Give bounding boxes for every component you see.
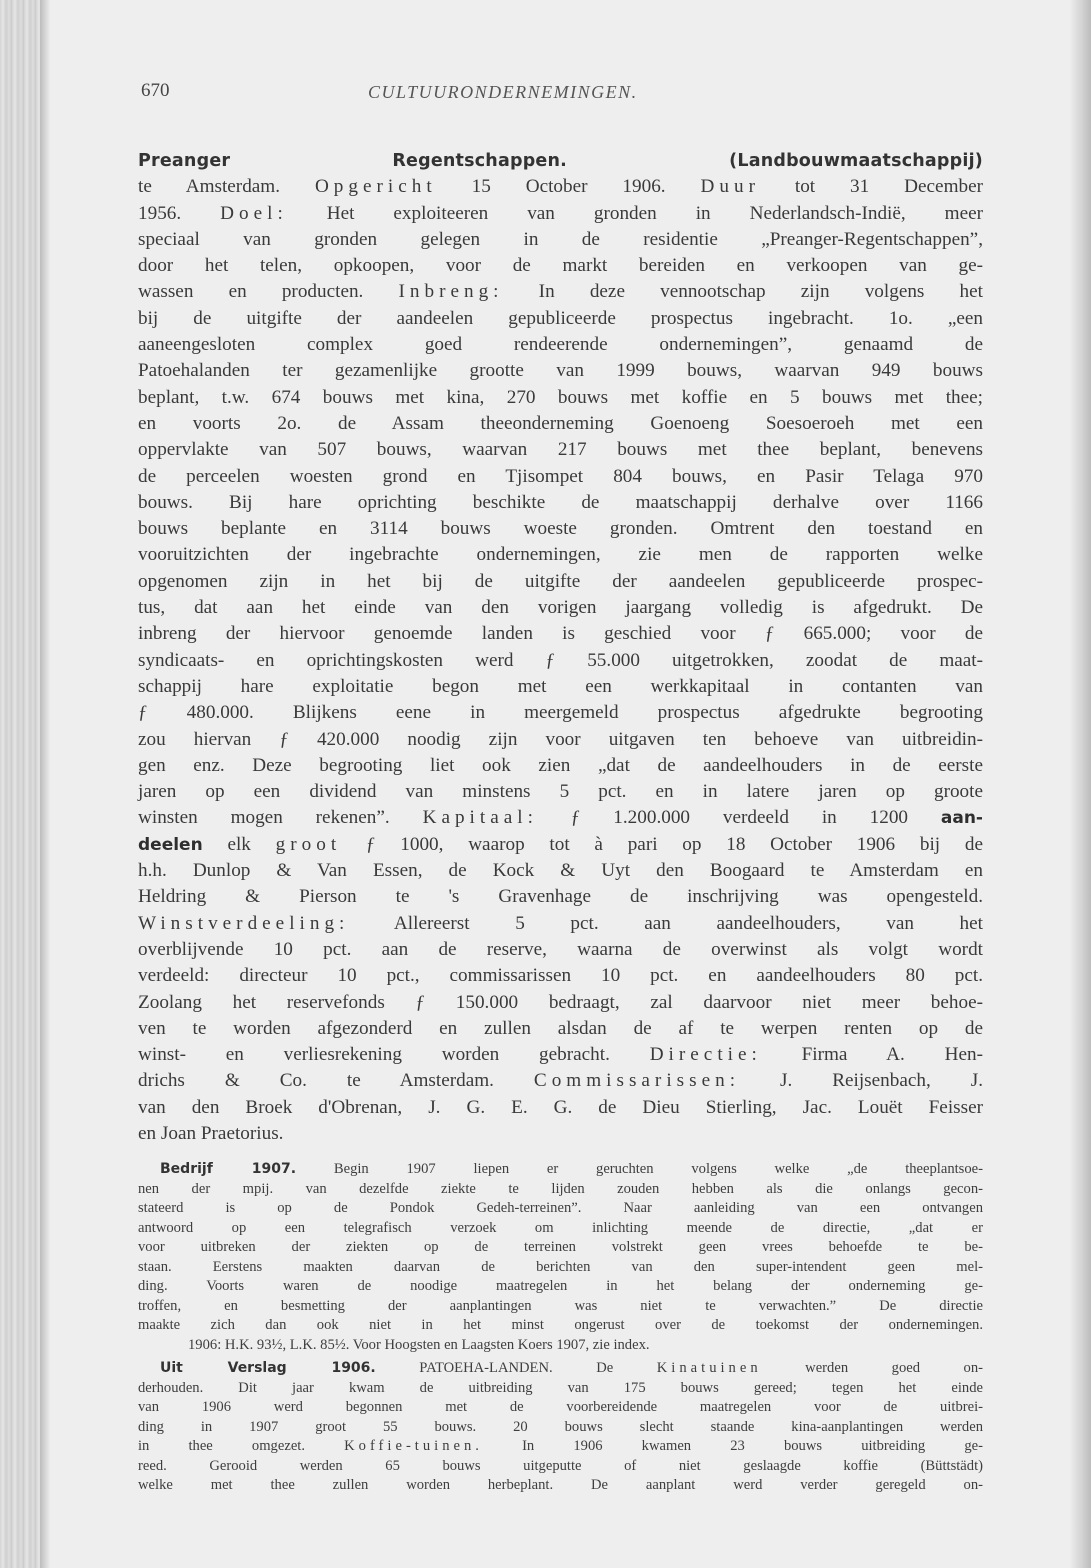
text-run: staan. Eerstens maakten daarvan de berichten van den super-intendent geen mel- xyxy=(138,1258,983,1275)
spaced-keyword: groot xyxy=(275,833,342,855)
spaced-keyword: Kinatuinen xyxy=(656,1360,762,1377)
text-run: jaren op een dividend van minstens 5 pct. en in latere jaren op groote xyxy=(138,781,983,803)
text-run: Allereerst 5 pct. aan aandeelhouders, van het xyxy=(349,912,983,934)
text-run: speciaal van gronden gelegen in de residentie „Preanger-Regentschappen”, xyxy=(138,228,983,250)
text-run: schappij hare exploitatie begon met een werkkapitaal in contanten van xyxy=(138,675,983,697)
text-line xyxy=(138,832,983,858)
text-line xyxy=(138,437,983,463)
bedrijf-1907-body xyxy=(138,1160,983,1336)
text-line xyxy=(138,411,983,437)
text-line xyxy=(138,1258,983,1278)
text-run: troffen, en besmetting der aanplantingen was niet te verwachten.” De directie xyxy=(138,1297,983,1314)
text-run: ding in 1907 groot 55 bouws. 20 bouws slecht staande kina-aanplantingen werden xyxy=(138,1418,983,1435)
page-edge-shadow xyxy=(1069,0,1091,1568)
text-run: door het telen, opkoopen, voor de markt bereiden en verkoopen van ge- xyxy=(138,255,983,277)
text-line xyxy=(138,279,983,305)
koers-line: 1906: H.K. 93½, L.K. 85½. Voor Hoogsten en Laagsten Koers 1907, zie index. xyxy=(188,1336,650,1353)
text-run: h.h. Dunlop & Van Essen, de Kock & Uyt den Boogaard te Amsterdam en xyxy=(138,860,983,882)
text-run: voor uitbreken der ziekten op de terreinen volstrekt geen vrees behoefde te be- xyxy=(138,1239,983,1256)
book-page xyxy=(138,74,983,1496)
text-run: vooruitzichten der ingebrachte ondernemingen, zie men de rapporten welke xyxy=(138,544,983,566)
text-run: J. Reijsenbach, J. xyxy=(740,1070,984,1092)
spaced-keyword: Koffie-tuinen. xyxy=(344,1438,483,1455)
text-line xyxy=(138,753,983,779)
text-run: in thee omgezet. xyxy=(138,1438,345,1455)
spaced-keyword: Winstverdeeling: xyxy=(138,912,350,934)
text-line xyxy=(138,884,983,910)
text-line xyxy=(138,1016,983,1042)
text-run: overblijvende 10 pct. aan de reserve, waarna de overwinst als volgt wordt xyxy=(138,938,983,960)
page-number: 670 xyxy=(141,80,170,101)
text-line xyxy=(138,1398,983,1418)
spaced-keyword: Doel: xyxy=(220,202,288,224)
text-run: ƒ 480.000. Blijkens eene in meergemeld prospectus afgedrukte begrooting xyxy=(138,702,983,724)
text-line xyxy=(138,937,983,963)
verslag-1906-section xyxy=(138,1359,983,1496)
text-line xyxy=(138,595,983,621)
text-run: PATOEHA-LANDEN. De xyxy=(375,1360,657,1377)
text-run: beplant, t.w. 674 bouws met kina, 270 bouws met koffie en 5 bouws met thee; xyxy=(138,386,983,408)
text-run: aaneengesloten complex goed rendeerende ondernemingen”, genaamd de xyxy=(138,334,983,356)
spaced-keyword: Kapitaal: xyxy=(422,807,538,829)
text-run: te Amsterdam. xyxy=(138,176,315,198)
text-run: ƒ 1000, waarop tot à pari op 18 October 1906 bij de xyxy=(341,833,983,855)
text-run: opgenomen zijn in het bij de uitgifte der aandeelen gepubliceerde prospec- xyxy=(138,570,983,592)
text-line xyxy=(138,1297,983,1317)
text-line xyxy=(138,1316,983,1336)
text-run: antwoord op een telegrafisch verzoek om inlichting meende de directie, „dat er xyxy=(138,1219,983,1236)
text-line xyxy=(138,1437,983,1457)
text-line xyxy=(138,1180,983,1200)
text-line xyxy=(138,1476,983,1496)
text-line xyxy=(138,306,983,332)
text-run: bouws. Bij hare oprichting beschikte de maatschappij derhalve over 1166 xyxy=(138,491,983,513)
text-run: zou hiervan ƒ 420.000 noodig zijn voor uitgaven ten behoeve van uitbreidin- xyxy=(138,728,983,750)
text-line xyxy=(138,1121,983,1147)
text-run: winst- en verliesrekening worden gebracht. xyxy=(138,1044,650,1066)
text-run: ven te worden afgezonderd en zullen alsdan de af te werpen renten op de xyxy=(138,1017,983,1039)
bold-term: deelen xyxy=(138,834,203,855)
spaced-keyword: Inbreng: xyxy=(398,281,504,303)
bold-term: Uit Verslag 1906. xyxy=(160,1360,376,1377)
text-line xyxy=(138,1277,983,1297)
text-run: 15 October 1906. xyxy=(436,176,701,198)
text-line xyxy=(138,332,983,358)
text-run: gen enz. Deze begrooting liet ook zien „dat de aandeelhouders in de eerste xyxy=(138,754,983,776)
text-line xyxy=(138,1359,983,1379)
text-line xyxy=(138,990,983,1016)
text-line xyxy=(138,1379,983,1399)
spaced-keyword: Duur xyxy=(700,176,760,198)
verslag-1906-body xyxy=(138,1359,983,1496)
text-run: Firma A. Hen- xyxy=(761,1044,983,1066)
text-run: In deze vennootschap zijn volgens het xyxy=(503,281,983,303)
text-run: en Joan Praetorius. xyxy=(138,1122,284,1144)
bold-term: aan- xyxy=(940,808,983,829)
text-line xyxy=(138,1418,983,1438)
company-entry xyxy=(138,148,983,1147)
text-run: elk xyxy=(202,833,276,855)
text-run: de perceelen woesten grond en Tjisompet 804 bouws, en Pasir Telaga 970 xyxy=(138,465,983,487)
text-run: ƒ 1.200.000 verdeeld in 1200 xyxy=(537,807,941,829)
text-line xyxy=(138,569,983,595)
text-run: wassen en producten. xyxy=(138,281,399,303)
text-line xyxy=(138,253,983,279)
text-run: drichs & Co. te Amsterdam. xyxy=(138,1070,534,1092)
text-run: bouws beplante en 3114 bouws woeste gronden. Omtrent den toestand en xyxy=(138,518,983,540)
text-line xyxy=(138,963,983,989)
text-line xyxy=(138,490,983,516)
spine-shadow xyxy=(40,0,50,1568)
running-title: CULTUURONDERNEMINGEN. xyxy=(368,82,638,102)
text-run: Begin 1907 liepen er geruchten volgens welke „de theeplantsoe- xyxy=(296,1161,983,1178)
entry-heading: Preanger Regentschappen. (Landbouwmaatschappij) xyxy=(138,151,983,171)
text-line xyxy=(138,201,983,227)
text-run: oppervlakte van 507 bouws, waarvan 217 bouws met thee beplant, benevens xyxy=(138,439,983,461)
text-run: Heldring & Pierson te 's Gravenhage de inschrijving was opengesteld. xyxy=(138,886,983,908)
text-line xyxy=(138,621,983,647)
text-line xyxy=(138,358,983,384)
text-line xyxy=(138,1199,983,1219)
text-run: en voorts 2o. de Assam theeonderneming Goenoeng Soesoeroeh met een xyxy=(138,412,983,434)
text-run: werden goed on- xyxy=(761,1360,984,1377)
text-run: Patoehalanden ter gezamenlijke grootte van 1999 bouws, waarvan 949 bouws xyxy=(138,360,983,382)
text-run: reed. Gerooid werden 65 bouws uitgeputte of niet geslaagde koffie (Büttstädt) xyxy=(138,1457,983,1474)
text-line xyxy=(138,1238,983,1258)
text-line xyxy=(138,227,983,253)
text-line xyxy=(138,674,983,700)
text-line xyxy=(138,1095,983,1121)
text-run: van den Broek d'Obrenan, J. G. E. G. de Dieu Stierling, Jac. Louët Feisser xyxy=(138,1096,983,1118)
running-head xyxy=(138,74,983,104)
text-run: winsten mogen rekenen”. xyxy=(138,807,423,829)
text-line xyxy=(138,1042,983,1068)
entry-body xyxy=(138,174,983,1147)
text-line xyxy=(138,542,983,568)
text-run: In 1906 kwamen 23 bouws uitbreiding ge- xyxy=(482,1438,983,1455)
text-line xyxy=(138,516,983,542)
bedrijf-1907-section xyxy=(138,1160,983,1355)
text-line xyxy=(138,700,983,726)
text-line xyxy=(138,1160,983,1180)
text-run: tot 31 December xyxy=(759,176,983,198)
text-run: 1956. xyxy=(138,202,221,224)
text-run: tus, dat aan het einde van den vorigen jaargang volledig is afgedrukt. De xyxy=(138,597,983,619)
text-line xyxy=(138,648,983,674)
spaced-keyword: Directie: xyxy=(649,1044,762,1066)
text-line xyxy=(138,1457,983,1477)
text-run: welke met thee zullen worden herbeplant. De aanplant werd verder geregeld on- xyxy=(138,1477,983,1494)
text-line xyxy=(138,464,983,490)
text-line xyxy=(138,858,983,884)
entry-heading-line xyxy=(138,148,983,174)
text-run: maakte zich dan ook niet in het minst ongerust over de toekomst der ondernemingen. xyxy=(138,1317,983,1334)
text-line xyxy=(138,911,983,937)
text-run: ding. Voorts waren de noodige maatregelen in het belang der onderneming ge- xyxy=(138,1278,983,1295)
text-run: bij de uitgifte der aandeelen gepubliceerde prospectus ingebracht. 1o. „een xyxy=(138,307,983,329)
text-line xyxy=(138,385,983,411)
text-run: inbreng der hiervoor genoemde landen is geschied voor ƒ 665.000; voor de xyxy=(138,623,983,645)
text-run: Zoolang het reservefonds ƒ 150.000 bedraagt, zal daarvoor niet meer behoe- xyxy=(138,991,983,1013)
text-line xyxy=(138,727,983,753)
text-run: stateerd is op de Pondok Gedeh-terreinen”. Naar aanleiding van een ontvangen xyxy=(138,1200,983,1217)
text-run: van 1906 werd begonnen met de voorbereidende maatregelen voor de uitbrei- xyxy=(138,1399,983,1416)
spaced-keyword: Opgericht xyxy=(314,176,437,198)
text-line xyxy=(138,805,983,831)
text-run: verdeeld: directeur 10 pct., commissarissen 10 pct. en aandeelhouders 80 pct. xyxy=(138,965,983,987)
text-run: syndicaats- en oprichtingskosten werd ƒ 55.000 uitgetrokken, zoodat de maat- xyxy=(138,649,983,671)
bold-term: Bedrijf 1907. xyxy=(160,1161,297,1178)
text-run: Het exploiteeren van gronden in Nederlandsch-Indië, meer xyxy=(287,202,983,224)
text-line xyxy=(138,1068,983,1094)
text-line xyxy=(138,174,983,200)
text-line xyxy=(138,779,983,805)
spaced-keyword: Commissarissen: xyxy=(533,1070,741,1092)
text-line xyxy=(138,1219,983,1239)
text-run: nen der mpij. van dezelfde ziekte te lijden zouden hebben als die onlangs gecon- xyxy=(138,1180,983,1197)
text-run: derhouden. Dit jaar kwam de uitbreiding van 175 bouws gereed; tegen het einde xyxy=(138,1379,983,1396)
